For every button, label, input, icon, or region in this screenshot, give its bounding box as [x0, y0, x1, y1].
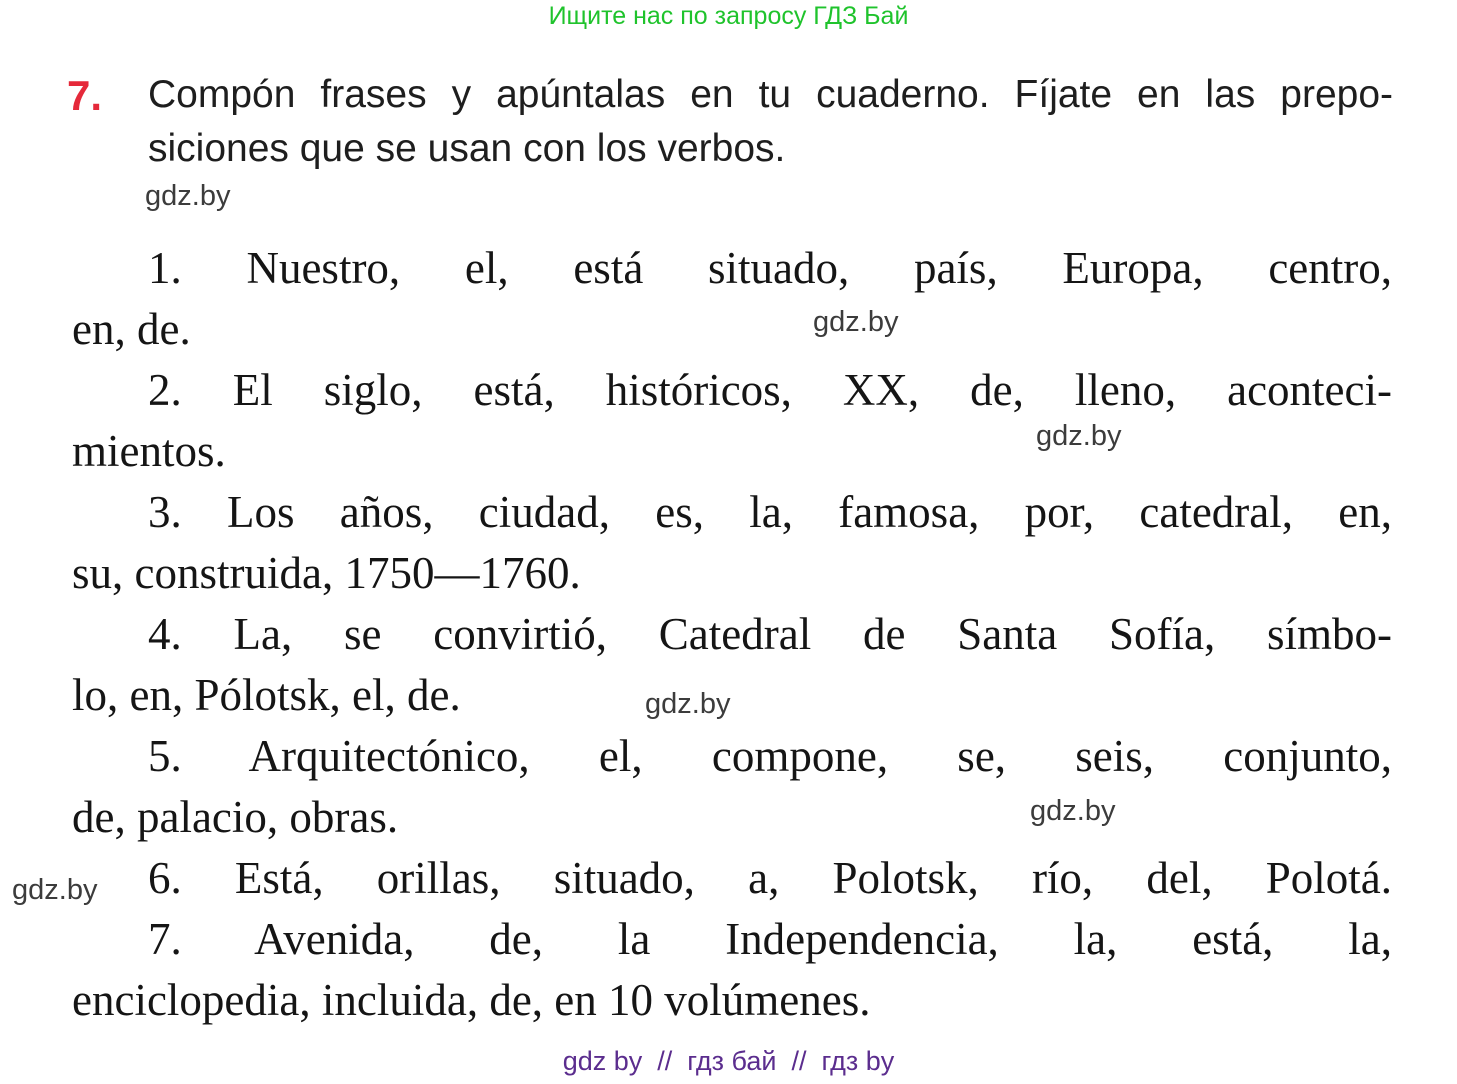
- exercise-number: 7.: [67, 72, 103, 119]
- list-item-7-line-1: 7. Avenida, de, la Independencia, la, está, la,: [148, 914, 1392, 964]
- gdzby-watermark: gdz.by: [12, 874, 98, 906]
- list-item-5-line-2: de, palacio, obras.: [72, 792, 399, 842]
- list-item-2-line-1: 2. El siglo, está, históricos, XX, de, lleno, aconteci-: [148, 365, 1392, 415]
- exercise-item-list: [72, 238, 1392, 1031]
- footer-watermark-text: gdz by // гдз бай // гдз by: [562, 1046, 895, 1076]
- list-item-1-line-1: 1. Nuestro, el, está situado, país, Europa, centro,: [148, 243, 1392, 293]
- task-line-1: Compón frases y apúntalas en tu cuaderno. Fíjate en las prepo-: [148, 73, 1393, 116]
- list-item-6-line-1: 6. Está, orillas, situado, a, Polotsk, río, del, Polotá.: [148, 853, 1392, 903]
- list-item-4-line-2: lo, en, Pólotsk, el, de.: [72, 670, 461, 720]
- gdzby-watermark: gdz.by: [645, 688, 731, 720]
- list-item-3-line-1: 3. Los años, ciudad, es, la, famosa, por, catedral, en,: [148, 487, 1392, 537]
- promo-header-text: Ищите нас по запросу ГДЗ Бай: [548, 2, 909, 30]
- list-item-2-line-2: mientos.: [72, 426, 226, 476]
- gdzby-watermark: gdz.by: [1036, 420, 1122, 452]
- task-line-2: siciones que se usan con los verbos.: [148, 127, 786, 170]
- list-item-3-line-2: su, construida, 1750—1760.: [72, 548, 581, 598]
- list-item-1-line-2: en, de.: [72, 304, 191, 354]
- gdzby-watermark: gdz.by: [145, 180, 231, 212]
- task-instruction: [148, 68, 1393, 176]
- list-item-5-line-1: 5. Arquitectónico, el, compone, se, seis, conjunto,: [148, 731, 1392, 781]
- gdzby-watermark: gdz.by: [813, 306, 899, 338]
- list-item-4-line-1: 4. La, se convirtió, Catedral de Santa Sofía, símbo-: [148, 609, 1392, 659]
- gdzby-watermark: gdz.by: [1030, 795, 1116, 827]
- list-item-7-line-2: enciclopedia, incluida, de, en 10 volúmenes.: [72, 975, 871, 1025]
